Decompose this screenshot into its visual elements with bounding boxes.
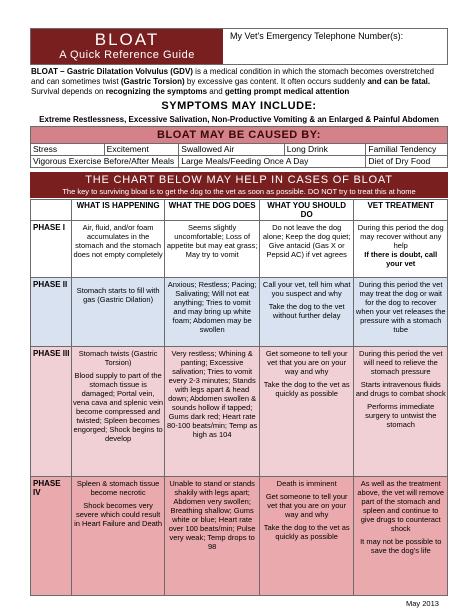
phase-label: PHASE III	[33, 349, 70, 358]
cell-you-do	[259, 278, 354, 346]
phase-label: PHASE I	[33, 223, 66, 232]
cell-you-do	[259, 347, 354, 476]
cell-text: Stomach twists (Gastric Torsion)	[78, 349, 158, 367]
chart-banner	[30, 172, 448, 198]
causes-row	[31, 155, 447, 167]
cause-item: Large Meals/Feeding Once A Day	[178, 156, 365, 167]
column-header-dog-does: WHAT THE DOG DOES	[164, 200, 259, 220]
cell-text: Air, fluid, and/or foam accumulates in the stomach and the stomach does not empty completely	[73, 223, 163, 259]
date-footer: May 2013	[406, 599, 439, 608]
intro-symptoms: recognizing the symptoms	[105, 87, 208, 96]
header	[30, 28, 448, 65]
intro-paragraph	[31, 67, 448, 97]
cell-text: Death is imminent	[276, 479, 337, 488]
intro-torsion: (Gastric Torsion)	[120, 77, 185, 86]
intro-text-1: is a medical condition in which the stomach becomes overstretched and can sometimes twist	[31, 67, 434, 86]
intro-lead: BLOAT – Gastric Dilatation Volvulus (GDV)	[31, 67, 193, 76]
cell-you-do	[259, 477, 354, 595]
cell-text: Get someone to tell your vet that you are on your way and why	[265, 492, 348, 519]
table-row-phase-2	[31, 277, 447, 346]
cell-text: Performs immediate surgery to untwist the stomach	[365, 402, 437, 429]
cell-dog-does	[164, 278, 259, 346]
cell-text: As well as the treatment above, the vet will remove part of the stomach and spleen and continue to give drugs to counteract shock	[357, 479, 445, 533]
cell-vet	[353, 278, 447, 346]
intro-text-2: by excessive gas content. It often occurs suddenly	[184, 77, 368, 86]
causes-heading: BLOAT MAY BE CAUSED BY:	[31, 127, 447, 143]
phase-label: PHASE II	[33, 280, 68, 289]
cell-text: During this period the vet will need to relieve the stomach pressure	[359, 349, 443, 376]
causes-box	[30, 126, 448, 168]
cell-text: Call your vet, tell him what you suspect and why	[262, 280, 351, 298]
page-subtitle: A Quick Reference Guide	[59, 49, 195, 61]
cell-text: Blood supply to part of the stomach tissue is damaged; Portal vein, vena cava and splenic vein become compressed and twisted; Spleen becomes engorged; Shock begins to develop	[73, 371, 164, 443]
cell-happening	[71, 221, 165, 277]
cell-text: Stomach starts to fill with gas (Gastric Dilation)	[76, 286, 160, 304]
table-row-phase-4	[31, 476, 447, 595]
cell-text: Anxious; Restless; Pacing; Salivating; Will not eat anything; Tries to vomit and may bring up white foam; Abdomen may be swollen	[167, 280, 257, 334]
cause-item: Diet of Dry Food	[365, 156, 447, 167]
cell-text: Unable to stand or stands shakily with legs apart; Abdomen very swollen; Breathing shallow; Gums white or blue; Heart rate over 100 beats/min; Pulse very weak; Temp drops to 98	[168, 479, 256, 551]
cause-item: Familial Tendency	[365, 144, 447, 155]
cell-vet	[353, 477, 447, 595]
intro-text-4: and	[207, 87, 225, 96]
cell-you-do	[259, 221, 354, 277]
title-block	[31, 29, 223, 64]
cell-text: Starts intravenous fluids and drugs to combat shock	[355, 380, 446, 398]
symptoms-text: Extreme Restlessness, Excessive Salivation, Non-Productive Vomiting & an Enlarged & Painful Abdomen	[39, 115, 439, 124]
causes-row	[31, 143, 447, 155]
cell-text: Spleen & stomach tissue become necrotic	[76, 479, 160, 497]
cell-text: During this period the vet may treat the dog or wait for the dog to recover when your vet releases the pressure with a stomach tube	[355, 280, 446, 334]
cell-text: Get someone to tell your vet that you are on your way and why	[265, 349, 348, 376]
cell-dog-does	[164, 221, 259, 277]
cell-dog-does	[164, 347, 259, 476]
cell-happening	[71, 347, 165, 476]
chart-banner-subtitle: The key to surviving bloat is to get the dog to the vet as soon as possible. DO NOT try to treat this at home	[62, 187, 416, 196]
table-row-phase-1	[31, 220, 447, 277]
column-header-vet: VET TREATMENT	[353, 200, 447, 220]
cause-item: Stress	[33, 144, 58, 154]
cell-text: Do not leave the dog alone; Keep the dog quiet; Give antacid (Gas X or Pepsid AC) if vet agrees	[262, 223, 351, 259]
cause-item: Long Drink	[284, 144, 366, 155]
cell-text-bold: If there is doubt, call your vet	[364, 250, 438, 268]
cell-text: During this period the dog may recover without any help	[357, 223, 444, 250]
column-header	[31, 200, 71, 220]
intro-prompt: getting prompt medical attention	[224, 87, 350, 96]
table-header-row	[31, 200, 447, 220]
phase-table	[30, 199, 448, 596]
cell-text: Shock becomes very severe which could result in Heart Failure and Death	[74, 501, 163, 528]
cause-item: Excitement	[104, 144, 179, 155]
phase-label: PHASE IV	[33, 479, 61, 497]
intro-text-3: Survival depends on	[31, 87, 106, 96]
cell-text: It may not be possible to save the dog's life	[360, 537, 442, 555]
cell-dog-does	[164, 477, 259, 595]
chart-banner-title: THE CHART BELOW MAY HELP IN CASES OF BLOAT	[85, 174, 393, 186]
cause-item: Vigorous Exercise Before/After Meals	[33, 156, 175, 166]
symptoms-heading: SYMPTOMS MAY INCLUDE:	[161, 100, 317, 112]
column-header-happening: WHAT IS HAPPENING	[71, 200, 165, 220]
table-row-phase-3	[31, 346, 447, 476]
reference-sheet	[30, 28, 448, 608]
cell-vet	[353, 221, 447, 277]
cell-text: Take the dog to the vet as quickly as possible	[263, 380, 350, 398]
cell-happening	[71, 477, 165, 595]
cell-vet	[353, 347, 447, 476]
cause-item: Swallowed Air	[178, 144, 283, 155]
column-header-you-do: WHAT YOU SHOULD DO	[259, 200, 354, 220]
cell-text: Take the dog to the vet without further delay	[268, 302, 345, 320]
cell-happening	[71, 278, 165, 346]
cell-text: Take the dog to the vet as quickly as possible	[263, 523, 350, 541]
intro-fatal: and can be fatal.	[367, 77, 431, 86]
cell-text: Very restless; Whining & panting; Excessive salivation; Tries to vomit every 2-3 minutes; Stands with legs apart & head down; Abdomen swollen & sounds hollow if tapped; Gums dark red; Heart rate 80-100 beats/min; Temp as high as 104	[166, 349, 258, 439]
vet-phone-label: My Vet's Emergency Telephone Number(s):	[230, 31, 404, 41]
page-title: BLOAT	[94, 30, 160, 49]
cell-text: Seems slightly uncomfortable; Loss of appetite but may eat grass; May try to vomit	[166, 223, 258, 259]
